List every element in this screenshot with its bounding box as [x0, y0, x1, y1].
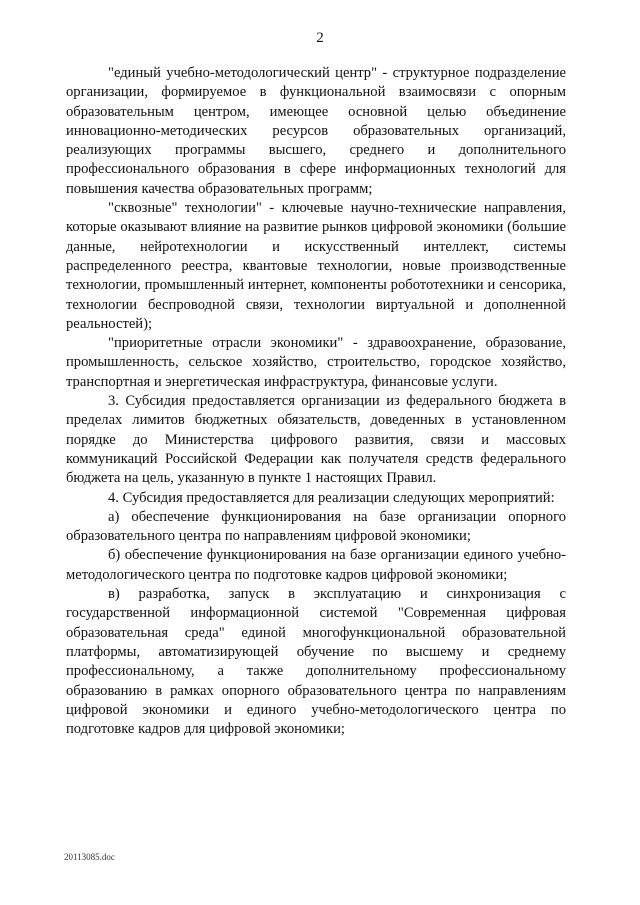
page-number: 2 [316, 30, 324, 46]
paragraph-clause-4b: б) обеспечение функционирования на базе организации единого учебно-методологического центра по подготовке кадров цифровой экономики; [66, 547, 566, 583]
paragraph-clause-3: 3. Субсидия предоставляется организации из федерального бюджета в пределах лимитов бюджетных обязательств, доведенных в установленном порядке до Министерства цифрового развития, связи и массовых коммуникаций Российской Федерации как получателя средств федерального бюджета на цель, указанную в пункте 1 настоящих Правил. [66, 393, 566, 487]
paragraph-clause-4a: а) обеспечение функционирования на базе организации опорного образовательного центра по направлениям цифровой экономики; [66, 508, 566, 545]
document-body [66, 64, 566, 739]
document-filename: 20113085.doc [64, 852, 115, 862]
paragraph-clause-4: 4. Субсидия предоставляется для реализации следующих мероприятий: [108, 489, 555, 506]
paragraph-clause-4v: в) разработка, запуск в эксплуатацию и синхронизация с государственной информационной системой "Современная цифровая образовательная среда" единой многофункциональной образовательной платформы, автоматизирующей обучение по высшему и среднему профессиональному, а также дополнительному профессиональному образованию в рамках опорного образовательного центра по направлениям цифровой экономики и единого учебно-методологического центра по подготовке кадров для цифровой экономики; [66, 586, 566, 738]
paragraph-definition-cross-cutting-technologies: "сквозные" технологии" - ключевые научно-технические направления, которые оказывают влияние на развитие рынков цифровой экономики (большие данные, нейротехнологии и искусственный интеллект, системы распределенного реестра, квантовые технологии, новые производственные технологии, промышленный интернет, компоненты робототехники и сенсорика, технологии беспроводной связи, технологии виртуальной и дополненной реальностей); [66, 200, 566, 332]
paragraph-definition-methodological-center: "единый учебно-методологический центр" - структурное подразделение организации, формируемое в функциональной взаимосвязи с опорным образовательным центром, имеющее основной целью объединение инновационно-методических ресурсов образовательных организаций, реализующих программы высшего, среднего и дополнительного профессионального образования в сфере информационных технологий для повышения качества образовательных программ; [66, 65, 566, 197]
paragraph-definition-priority-sectors: "приоритетные отрасли экономики" - здравоохранение, образование, промышленность, сельское хозяйство, строительство, городское хозяйство, транспортная и энергетическая инфраструктура, финансовые услуги. [66, 335, 566, 390]
